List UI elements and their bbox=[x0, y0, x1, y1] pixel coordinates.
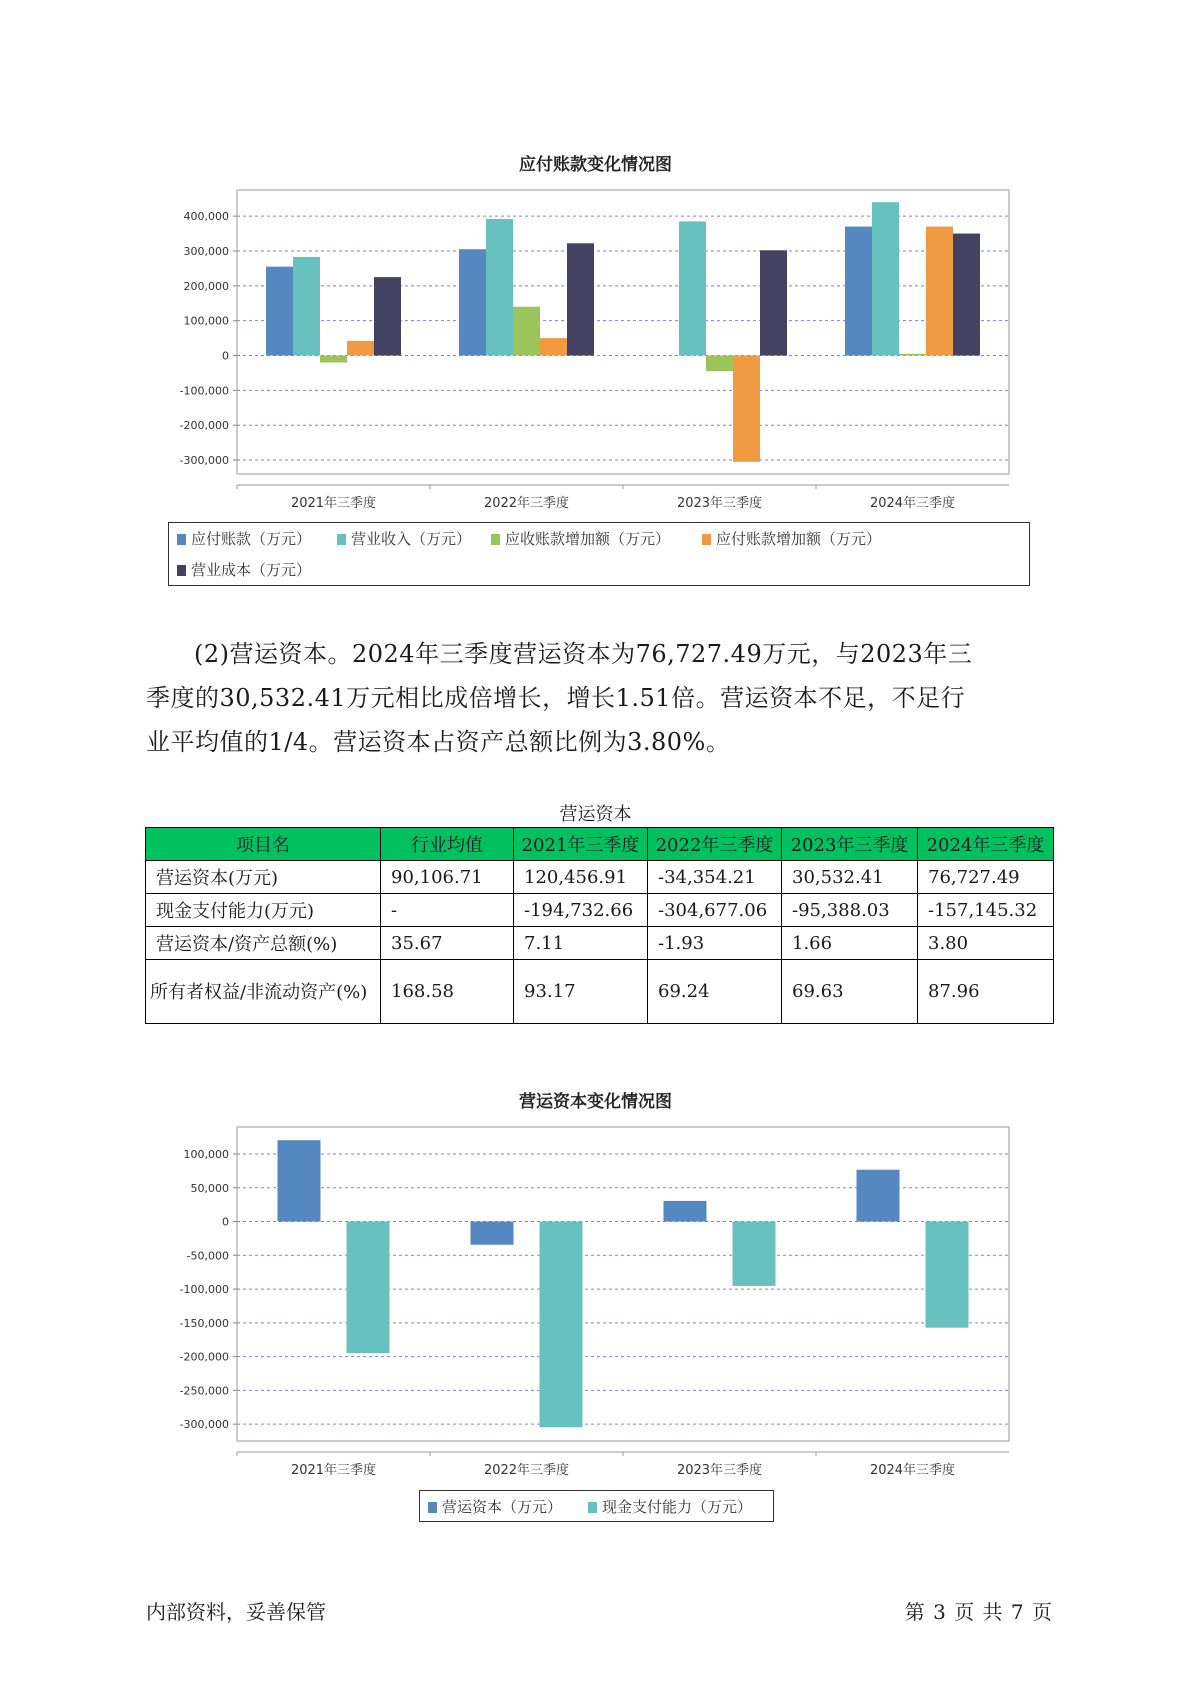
table-cell: -1.93 bbox=[648, 927, 782, 960]
chart1-ytick-label: -100,000 bbox=[179, 384, 229, 398]
chart1-legend-label: 应收账款增加额（万元） bbox=[505, 530, 671, 548]
header-item-name: 项目名 bbox=[146, 828, 381, 861]
chart1-xtick-label: 2024年三季度 bbox=[869, 496, 956, 511]
table-cell: 90,106.71 bbox=[381, 861, 514, 894]
table-cell: -194,732.66 bbox=[514, 894, 648, 927]
chart1-ytick-label: 400,000 bbox=[183, 210, 229, 224]
chart1-xtick-label: 2022年三季度 bbox=[483, 496, 570, 511]
footer-page-number: 第 3 页 共 7 页 bbox=[904, 1600, 1053, 1624]
chart2-ytick-label: 100,000 bbox=[183, 1148, 229, 1162]
table-cell: 营运资本/资产总额(%) bbox=[146, 927, 381, 960]
table-cell: 现金支付能力(万元) bbox=[146, 894, 381, 927]
paragraph-line-3: 业平均值的1/4。营运资本占资产总额比例为3.80%。 bbox=[146, 728, 731, 756]
chart2-ytick-label: -250,000 bbox=[179, 1384, 229, 1398]
table-cell: 69.63 bbox=[782, 960, 918, 1024]
table-cell: 1.66 bbox=[782, 927, 918, 960]
table-cell: - bbox=[381, 894, 514, 927]
chart1-legend-label: 应付账款（万元） bbox=[191, 530, 312, 548]
chart2-bar bbox=[857, 1170, 900, 1222]
table-cell: 所有者权益/非流动资产(%) bbox=[146, 960, 381, 1024]
chart2-bar bbox=[278, 1140, 321, 1221]
chart2-bar bbox=[664, 1201, 707, 1222]
chart2-bar bbox=[471, 1222, 514, 1245]
table-cell: 87.96 bbox=[918, 960, 1054, 1024]
chart2-ytick-label: 50,000 bbox=[190, 1181, 229, 1195]
chart2-ytick-label: 0 bbox=[222, 1215, 229, 1229]
chart2-bar bbox=[540, 1222, 583, 1428]
chart2-title: 营运资本变化情况图 bbox=[519, 1092, 672, 1112]
chart2-bar bbox=[926, 1222, 969, 1328]
table-cell: -95,388.03 bbox=[782, 894, 918, 927]
chart2-xtick-label: 2023年三季度 bbox=[676, 1463, 763, 1478]
paragraph-line-2: 季度的30,532.41万元相比成倍增长，增长1.51倍。营运资本不足，不足行 bbox=[146, 684, 966, 712]
chart1-ytick-label: 100,000 bbox=[183, 314, 229, 328]
table-cell: -34,354.21 bbox=[648, 861, 782, 894]
paragraph-line-1: (2)营运资本。2024年三季度营运资本为76,727.49万元，与2023年三 bbox=[194, 640, 973, 668]
chart2-ytick-label: -50,000 bbox=[186, 1249, 229, 1263]
table-cell: 7.11 bbox=[514, 927, 648, 960]
chart1-ytick-label: 200,000 bbox=[183, 279, 229, 293]
chart2-ytick-label: -200,000 bbox=[179, 1350, 229, 1364]
chart2-bar bbox=[347, 1222, 390, 1353]
table-cell: 30,532.41 bbox=[782, 861, 918, 894]
chart2-legend-item bbox=[588, 1496, 752, 1517]
chart2-legend bbox=[419, 1490, 774, 1522]
table-cell: -157,145.32 bbox=[918, 894, 1054, 927]
header-2024q3: 2024年三季度 bbox=[918, 828, 1054, 861]
chart2-ytick-label: -300,000 bbox=[179, 1418, 229, 1432]
chart2-legend-label: 营运资本（万元） bbox=[442, 1498, 563, 1516]
table-cell: 3.80 bbox=[918, 927, 1054, 960]
chart1-legend-label: 营业成本（万元） bbox=[191, 561, 312, 579]
chart2-xtick-label: 2024年三季度 bbox=[869, 1463, 956, 1478]
chart2-legend-swatch bbox=[588, 1502, 597, 1513]
header-2022q3: 2022年三季度 bbox=[648, 828, 782, 861]
table-cell: 120,456.91 bbox=[514, 861, 648, 894]
chart2-legend-item bbox=[428, 1496, 562, 1517]
chart2-xtick-label: 2021年三季度 bbox=[290, 1463, 377, 1478]
chart1-ytick-label: -200,000 bbox=[179, 419, 229, 433]
table-cell: 93.17 bbox=[514, 960, 648, 1024]
header-2023q3: 2023年三季度 bbox=[782, 828, 918, 861]
footer-confidential: 内部资料，妥善保管 bbox=[146, 1600, 326, 1624]
table-cell: 营运资本(万元) bbox=[146, 861, 381, 894]
chart1-ytick-label: -300,000 bbox=[179, 454, 229, 468]
chart1-title: 应付账款变化情况图 bbox=[519, 155, 672, 175]
table-cell: -304,677.06 bbox=[648, 894, 782, 927]
header-2021q3: 2021年三季度 bbox=[514, 828, 648, 861]
chart1-xtick-label: 2023年三季度 bbox=[676, 496, 763, 511]
chart1-legend-label: 应付账款增加额（万元） bbox=[716, 530, 882, 548]
table-cell: 35.67 bbox=[381, 927, 514, 960]
chart2-legend-swatch bbox=[428, 1502, 437, 1513]
chart2-ytick-label: -100,000 bbox=[179, 1283, 229, 1297]
chart2-xtick-label: 2022年三季度 bbox=[483, 1463, 570, 1478]
table-cell: 168.58 bbox=[381, 960, 514, 1024]
chart2-bar bbox=[733, 1222, 776, 1286]
chart1-ytick-label: 300,000 bbox=[183, 244, 229, 258]
chart1-ytick-label: 0 bbox=[222, 349, 229, 363]
chart1-legend-label: 营业收入（万元） bbox=[351, 530, 472, 548]
table-cell: 76,727.49 bbox=[918, 861, 1054, 894]
chart1-xtick-label: 2021年三季度 bbox=[290, 496, 377, 511]
chart2-legend-label: 现金支付能力（万元） bbox=[602, 1498, 753, 1516]
chart2-ytick-label: -150,000 bbox=[179, 1316, 229, 1330]
table-cell: 69.24 bbox=[648, 960, 782, 1024]
table-caption: 营运资本 bbox=[559, 804, 632, 825]
header-industry-avg: 行业均值 bbox=[381, 828, 514, 861]
